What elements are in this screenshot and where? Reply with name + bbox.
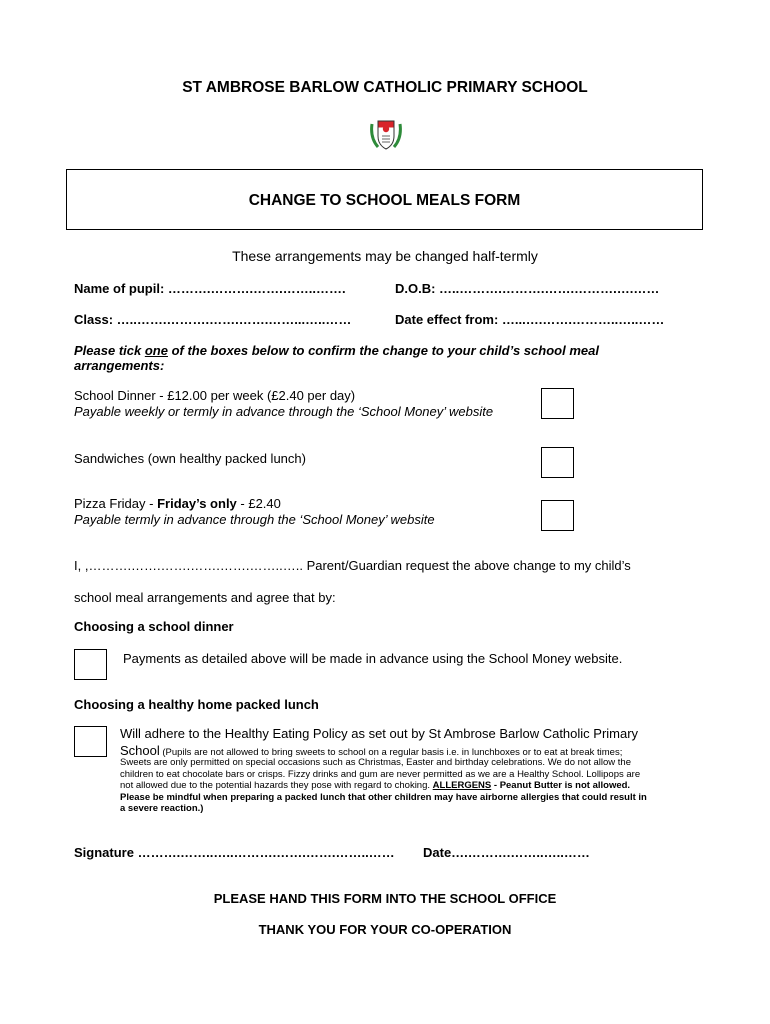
- school-dinner-payment-note: Payable weekly or termly in advance through the ‘School Money’ website: [74, 404, 494, 419]
- policy-small-5: Please be mindful when preparing a packed lunch that other children may have airborne allergies that could result in: [120, 791, 647, 803]
- policy-small-text: [120, 757, 720, 815]
- peanut-butter-note: - Peanut Butter is not allowed.: [491, 780, 631, 791]
- policy-small-4: not allowed due to the potential hazards they pose with regard to choking.: [120, 780, 433, 791]
- pizza-friday-option: [74, 496, 281, 511]
- class-field[interactable]: Class: …..…….……….…….…….……...…..……: [74, 312, 352, 327]
- instruction-emphasis: one: [144, 343, 168, 358]
- packed-lunch-agreement-checkbox[interactable]: [74, 726, 107, 757]
- sandwiches-option: Sandwiches (own healthy packed lunch): [74, 451, 306, 466]
- policy-small-3: children to eat chocolate bars or crisps. Fizzy drinks and gum are never permitted as we are a Healthy School. Lollipops are: [120, 768, 641, 780]
- pizza-fridays-only: Friday’s only: [157, 496, 237, 511]
- school-dinner-checkbox[interactable]: [541, 388, 574, 419]
- dob-field[interactable]: D.O.B: …..……….……….…….……….….……: [395, 281, 660, 296]
- allergens-label: ALLERGENS: [432, 780, 492, 791]
- date-effect-field[interactable]: Date effect from: …...….…….………..…..……: [395, 312, 665, 327]
- instruction-suffix: of the boxes below to confirm the change to your child’s school meal: [167, 343, 599, 358]
- school-dinner-heading: Choosing a school dinner: [74, 619, 234, 634]
- pizza-payment-note: Payable termly in advance through the ‘School Money’ website: [74, 512, 435, 527]
- pupil-name-field[interactable]: Name of pupil: ……….……….…….……..…….: [74, 281, 346, 296]
- pizza-prefix: Pizza Friday -: [74, 496, 158, 511]
- form-title: CHANGE TO SCHOOL MEALS FORM: [248, 192, 521, 209]
- packed-lunch-heading: Choosing a healthy home packed lunch: [74, 697, 319, 712]
- school-crest-icon: [366, 114, 406, 154]
- school-name: ST AMBROSE BARLOW CATHOLIC PRIMARY SCHOOL: [182, 79, 588, 96]
- date-field[interactable]: Date….……….……..…..……: [423, 845, 590, 860]
- policy-small-4-line: [120, 780, 720, 792]
- policy-small-2: Sweets are only permitted on special occasions such as Christmas, Easter and birthday celebrations. We do not allow the: [120, 757, 631, 768]
- thank-you-note: THANK YOU FOR YOUR CO-OPERATION: [258, 922, 512, 937]
- signature-field[interactable]: Signature ……….……..…..……….…….…….……..……: [74, 845, 395, 860]
- tick-instruction: [74, 343, 714, 373]
- half-termly-note: These arrangements may be changed half-termly: [232, 248, 538, 264]
- healthy-eating-policy-line: Will adhere to the Healthy Eating Policy as set out by St Ambrose Barlow Catholic Primary: [120, 726, 639, 741]
- school-dinner-option: School Dinner - £12.00 per week (£2.40 per day): [74, 388, 356, 403]
- instruction-prefix: Please tick: [74, 343, 145, 358]
- sandwiches-checkbox[interactable]: [541, 447, 574, 478]
- school-word: School: [120, 743, 160, 758]
- agreement-line: school meal arrangements and agree that by:: [74, 590, 336, 605]
- parent-request-line[interactable]: I, ,……….…….…….…….…….……..….. Parent/Guardian request the above change to my child’s: [74, 558, 631, 573]
- policy-small-6: a severe reaction.): [120, 803, 204, 814]
- hand-in-instruction: PLEASE HAND THIS FORM INTO THE SCHOOL OFFICE: [213, 891, 557, 906]
- pizza-price: - £2.40: [236, 496, 281, 511]
- dinner-agreement-text: Payments as detailed above will be made in advance using the School Money website.: [123, 651, 623, 666]
- dinner-agreement-checkbox[interactable]: [74, 649, 107, 680]
- instruction-line2: arrangements:: [74, 358, 165, 373]
- policy-small-1: (Pupils are not allowed to bring sweets to school on a regular basis i.e. in lunchboxes or to eat at break times;: [159, 747, 623, 758]
- pizza-friday-checkbox[interactable]: [541, 500, 574, 531]
